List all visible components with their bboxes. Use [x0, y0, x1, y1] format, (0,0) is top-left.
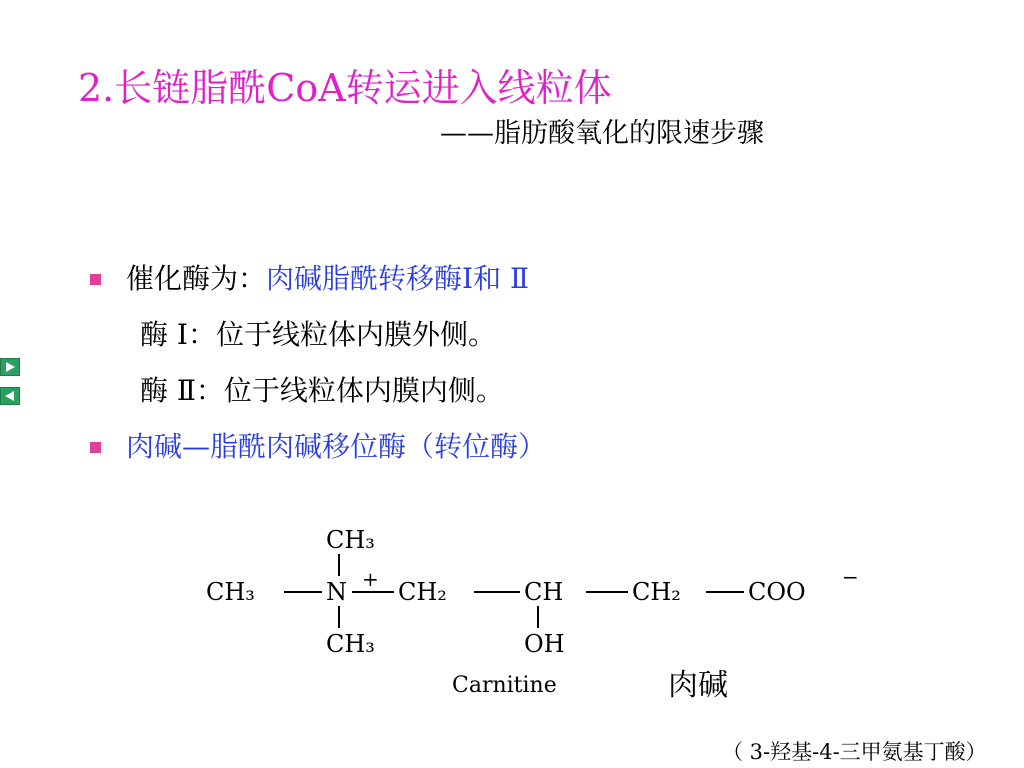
- bullet-catalyst: [126, 262, 529, 296]
- bullet-marker: [90, 274, 101, 285]
- formula-top-ch3: CH₃: [326, 526, 375, 554]
- enzyme-1-location: 酶 Ⅰ：位于线粒体内膜外侧。: [140, 318, 496, 351]
- formula-name-en: Carnitine: [452, 673, 557, 698]
- catalyst-prefix: 催化酶为：: [126, 262, 267, 295]
- nav-next-button[interactable]: [0, 358, 20, 376]
- play-left-icon: [1, 388, 19, 404]
- bullet-marker: [90, 442, 101, 453]
- catalyst-enzymes: 肉碱脂酰转移酶Ⅰ和 Ⅱ: [266, 262, 530, 295]
- enzyme-2-location: 酶 Ⅱ：位于线粒体内膜内侧。: [140, 374, 504, 407]
- formula-left-ch3: CH₃: [206, 578, 255, 606]
- carnitine-chinese-name: 肉碱: [668, 668, 728, 703]
- slide-title: 2.长链脂酰CoA转运进入线粒体: [78, 66, 612, 110]
- formula-ch2-b: CH₂: [632, 578, 681, 606]
- play-right-icon: [1, 359, 19, 375]
- formula-bottom-ch3: CH₃: [326, 630, 375, 658]
- nav-prev-button[interactable]: [0, 387, 20, 405]
- formula-oh: OH: [524, 630, 565, 658]
- formula-nitrogen: N: [326, 578, 347, 606]
- formula-coo: COO: [748, 578, 806, 606]
- formula-plus: +: [362, 567, 379, 591]
- carnitine-systematic-name: （ 3-羟基-4-三甲氨基丁酸）: [722, 740, 987, 764]
- bullet-translocase: 肉碱—脂酰肉碱移位酶（转位酶）: [126, 430, 547, 463]
- formula-ch: CH: [524, 578, 564, 606]
- carnitine-structure: [200, 520, 880, 700]
- formula-ch2-a: CH₂: [398, 578, 447, 606]
- formula-minus: −: [842, 565, 859, 589]
- slide-subtitle: ——脂肪酸氧化的限速步骤: [440, 118, 764, 149]
